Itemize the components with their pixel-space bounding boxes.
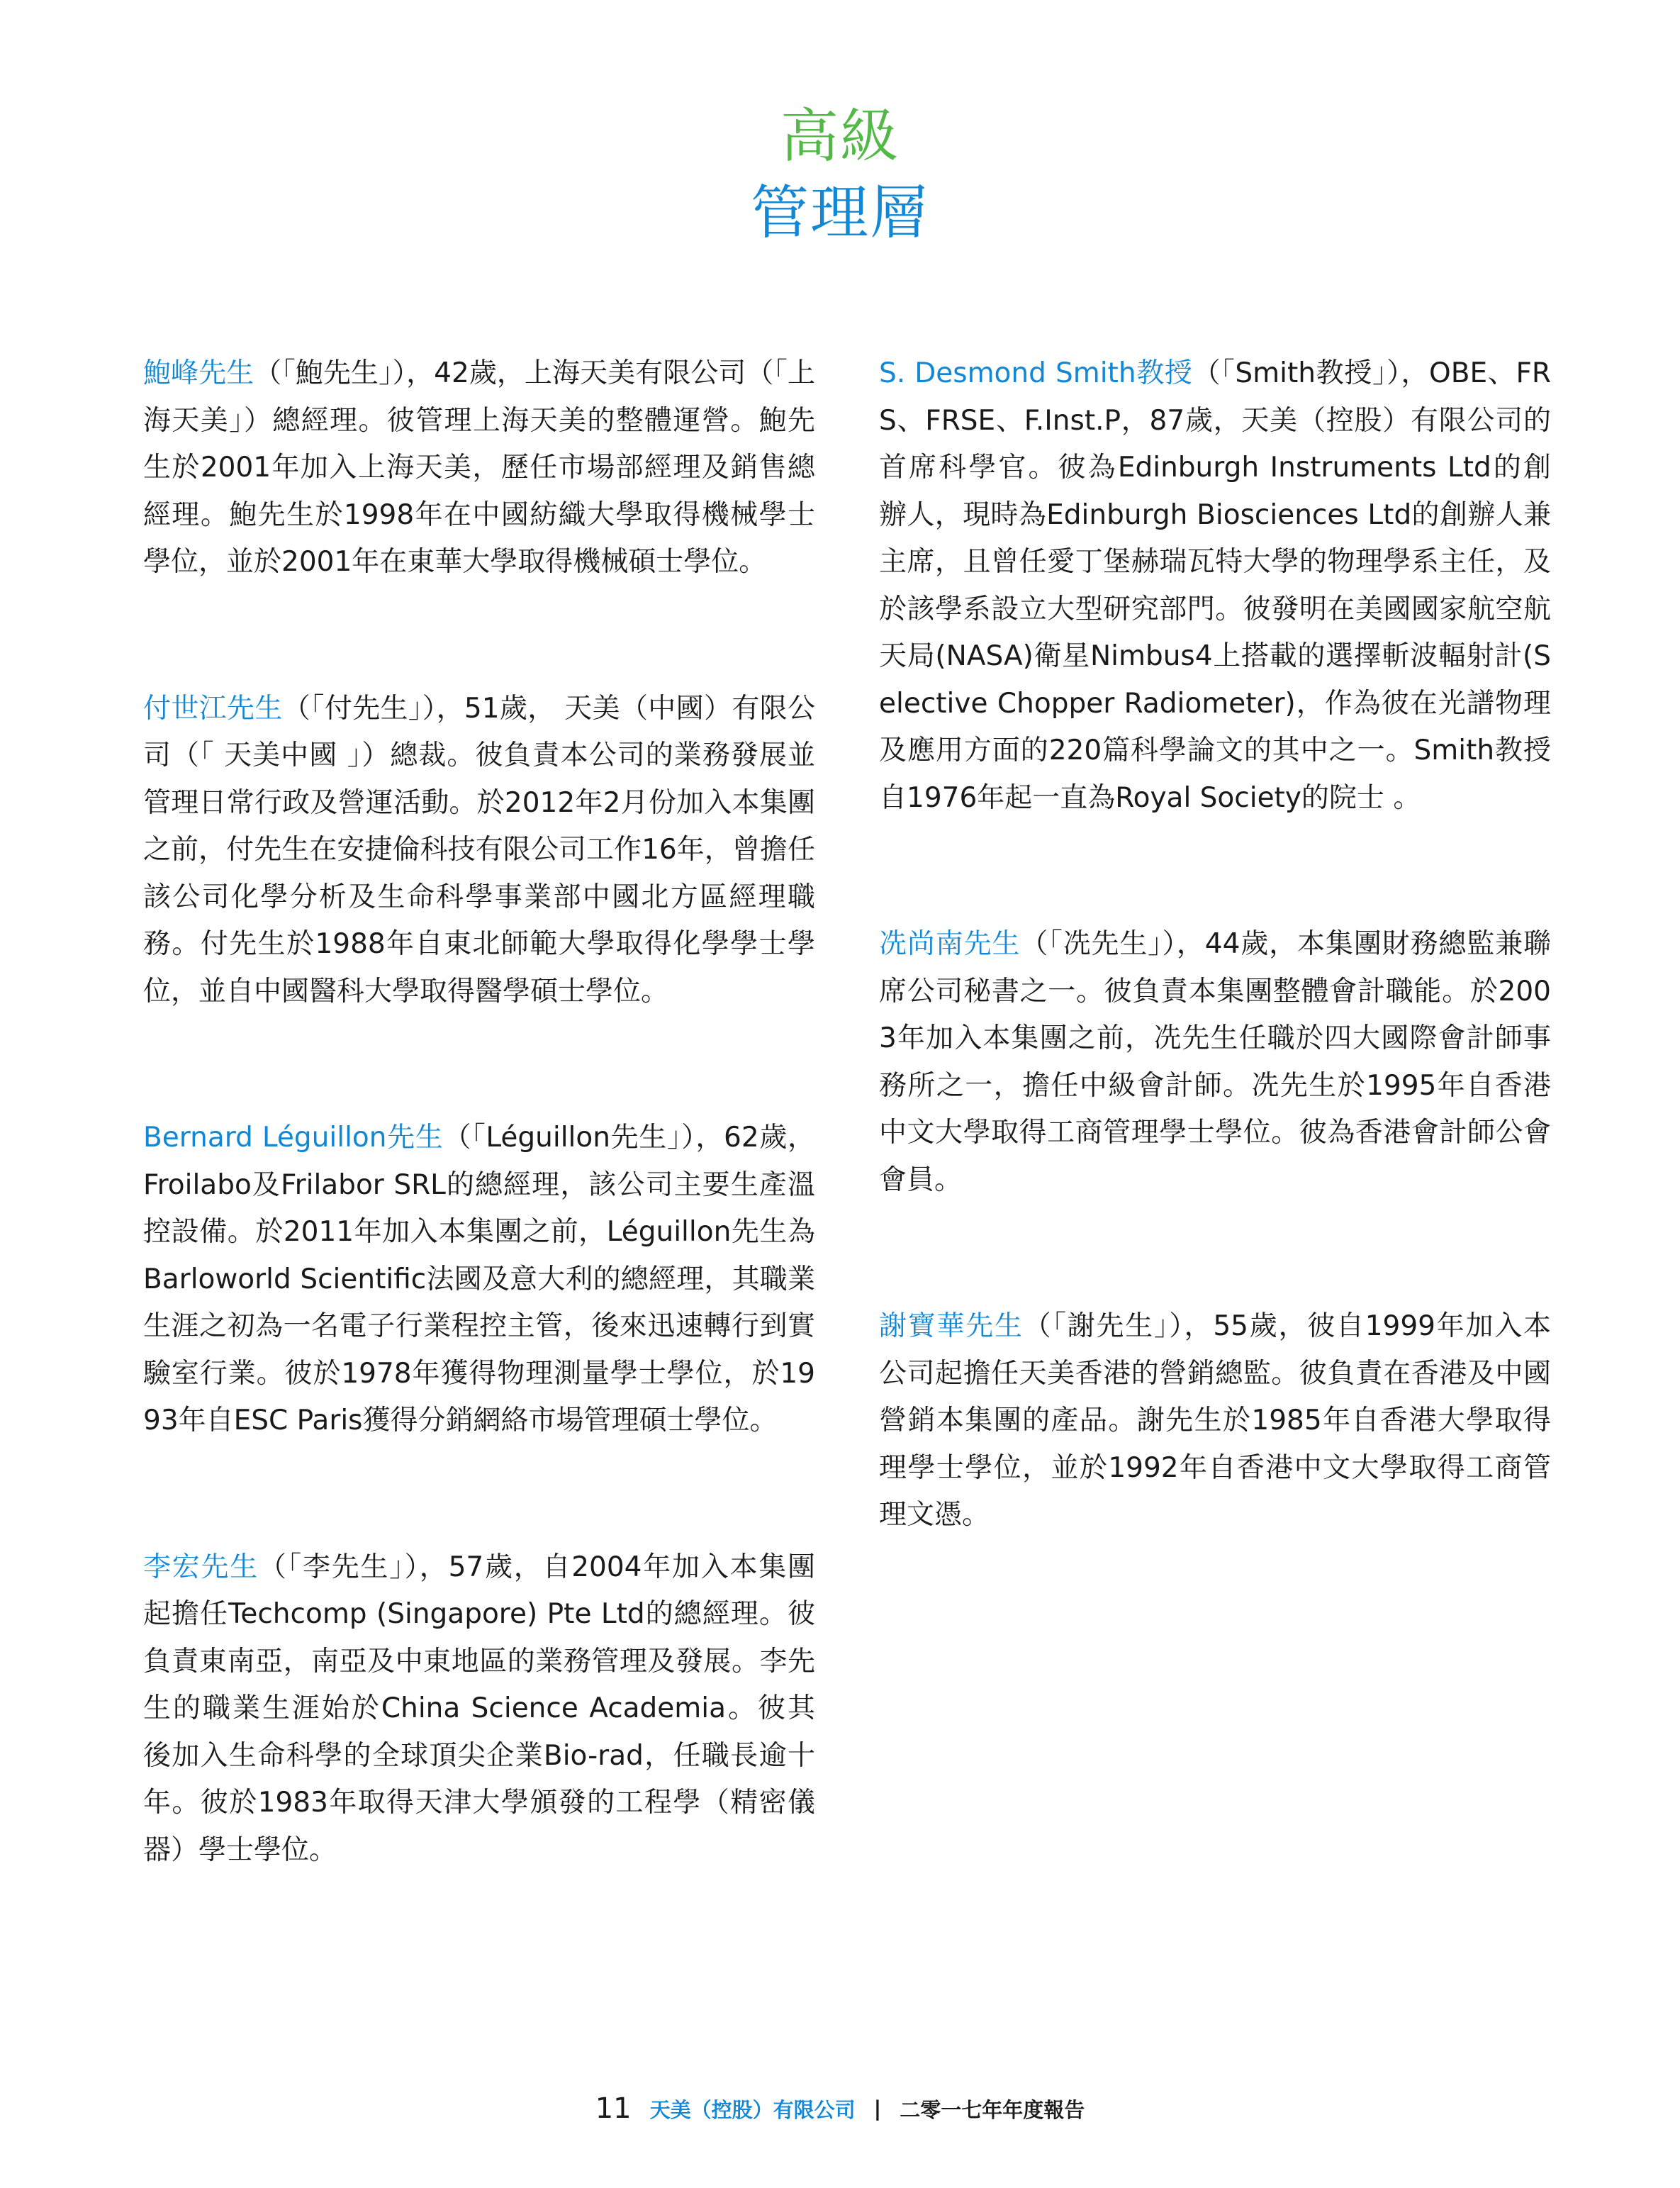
left-column bbox=[143, 350, 815, 1973]
page-title-line2: 管理層 bbox=[750, 179, 929, 247]
bio-text: （「謝先生」），55歲，彼自1999年加入本公司起擔任天美香港的營銷總監。彼負責在香港及中國營銷本集團的產品。謝先生於1985年自香港大學取得理學士學位，並於1992年自香港中文大學取得工商管理文憑。 bbox=[879, 1310, 1551, 1531]
bio-name: 李宏先生 bbox=[143, 1551, 259, 1583]
report-title: 二零一七年年度報告 bbox=[900, 2097, 1085, 2122]
bio-name: 鮑峰先生 bbox=[143, 357, 254, 389]
bio-text: （「付先生」），51歲， 天美（中國）有限公司（「 天美中國 」）總裁。彼負責本公司的業務發展並管理日常行政及營運活動。於2012年2月份加入本集團之前，付先生在安捷倫科技有限公司工作16年，曾擔任該公司化學分析及生命科學事業部中國北方區經理職務。付先生於1988年自東北師範大學取得化學學士學位，並自中國醫科大學取得醫學碩士學位。 bbox=[143, 692, 815, 1008]
page-footer bbox=[0, 2087, 1680, 2130]
bio-name: 冼尚南先生 bbox=[879, 928, 1021, 960]
right-column bbox=[879, 350, 1551, 1639]
bio-bernard-leguillon bbox=[143, 1115, 815, 1445]
bio-name: 謝寶華先生 bbox=[879, 1310, 1024, 1342]
bio-text: （「李先生」），57歲，自2004年加入本集團起擔任Techcomp (Singapore) Pte Ltd的總經理。彼負責東南亞，南亞及中東地區的業務管理及發展。李先生的職業生涯始於China Science Academia。彼其後加入生命科學的全球頂尖企業Bio-rad，任職長逾十年。彼於1983年取得天津大學頒發的工程學（精密儀器）學士學位。 bbox=[143, 1551, 815, 1866]
footer-separator: | bbox=[873, 2097, 882, 2121]
page-title-line1: 高級 bbox=[780, 103, 900, 170]
bio-name: S. Desmond Smith教授 bbox=[879, 357, 1193, 389]
bio-xian-shangnan bbox=[879, 921, 1551, 1204]
bio-name: Bernard Léguillon先生 bbox=[143, 1122, 444, 1154]
bio-bao-feng bbox=[143, 350, 815, 586]
bio-fu-shijiang bbox=[143, 686, 815, 1016]
bio-text: （「鮑先生」），42歲，上海天美有限公司（「上海天美」）總經理。彼管理上海天美的整體運營。鮑先生於2001年加入上海天美，歷任市場部經理及銷售總經理。鮑先生於1998年在中國紡織大學取得機械學士學位，並於2001年在東華大學取得機械碩士學位。 bbox=[143, 357, 815, 578]
page-number: 11 bbox=[595, 2092, 632, 2125]
bio-text: （「冼先生」），44歲，本集團財務總監兼聯席公司秘書之一。彼負責本集團整體會計職能。於2003年加入本集團之前，冼先生任職於四大國際會計師事務所之一，擔任中級會計師。冼先生於1995年自香港中文大學取得工商管理學士學位。彼為香港會計師公會會員。 bbox=[879, 928, 1551, 1196]
bio-text: （「Smith教授」），OBE、FRS、FRSE、F.Inst.P，87歲，天美（控股）有限公司的首席科學官。彼為Edinburgh Instruments Ltd的創辦人，現時為Edinburgh Biosciences Ltd的創辦人兼主席，且曾任愛丁堡赫瑞瓦特大學的物理學系主任，及於該學系設立大型研究部門。彼發明在美國國家航空航天局(NASA)衛星Nimbus4上搭載的選擇斬波輻射計(Selective Chopper Radiometer)，作為彼在光譜物理及應用方面的220篇科學論文的其中之一。Smith教授自1976年起一直為Royal Society的院士 。 bbox=[879, 357, 1551, 814]
bio-desmond-smith bbox=[879, 350, 1551, 822]
company-name: 天美（控股）有限公司 bbox=[649, 2097, 856, 2122]
bio-xie-baohua bbox=[879, 1303, 1551, 1539]
bio-text: （「Léguillon先生」），62歲，Froilabo及Frilabor SRL的總經理，該公司主要生產溫控設備。於2011年加入本集團之前，Léguillon先生為Barloworld Scientific法國及意大利的總經理，其職業生涯之初為一名電子行業程控主管，後來迅速轉行到實驗室行業。彼於1978年獲得物理測量學士學位，於1993年自ESC Paris獲得分銷網絡市場管理碩士學位。 bbox=[143, 1122, 815, 1436]
bio-name: 付世江先生 bbox=[143, 692, 283, 725]
bio-li-hong bbox=[143, 1544, 815, 1875]
